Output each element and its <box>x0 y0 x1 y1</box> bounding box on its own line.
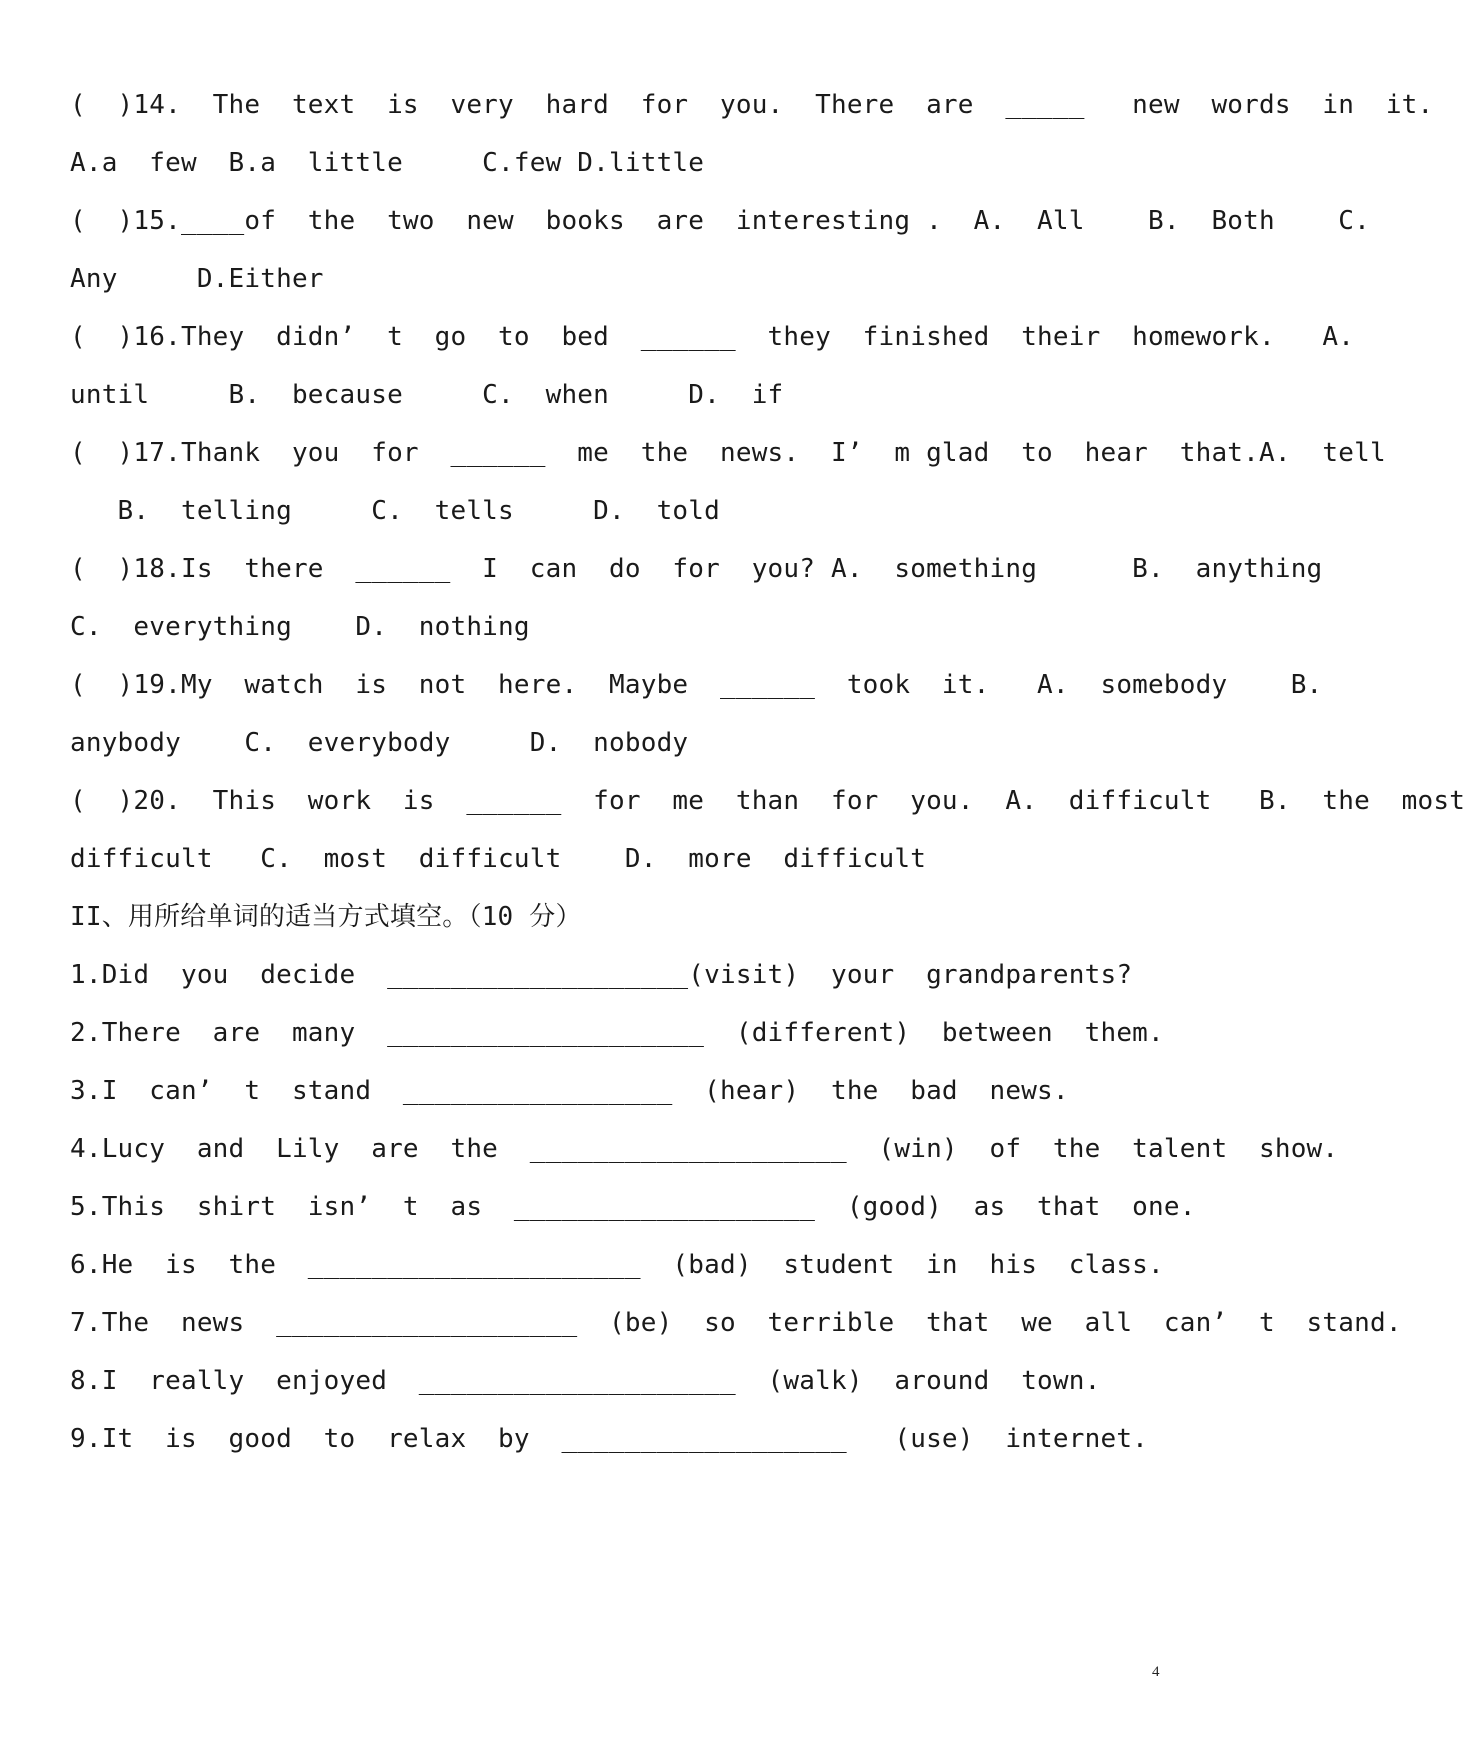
question-18-options: C. everything D. nothing <box>70 612 530 642</box>
question-17: ( )17.Thank you for ______ me the news. I’ m glad to hear that.A. tell <box>70 438 1386 468</box>
fill-blank-9: 9.It is good to relax by __________________ (use) internet. <box>70 1424 1149 1454</box>
fill-blank-8: 8.I really enjoyed ____________________ (walk) around town. <box>70 1366 1101 1396</box>
question-17-options: B. telling C. tells D. told <box>70 496 720 526</box>
question-14-options: A.a few B.a little C.few D.little <box>70 148 705 178</box>
fill-blank-2: 2.There are many ____________________ (different) between them. <box>70 1018 1164 1048</box>
question-19-options: anybody C. everybody D. nobody <box>70 728 689 758</box>
question-15-options: Any D.Either <box>70 264 324 294</box>
question-16: ( )16.They didn’ t go to bed ______ they finished their homework. A. <box>70 322 1355 352</box>
section-heading: II、用所给单词的适当方式填空。（10 分） <box>70 902 582 932</box>
question-20: ( )20. This work is ______ for me than for you. A. difficult B. the most <box>70 786 1465 816</box>
fill-blank-4: 4.Lucy and Lily are the ____________________ (win) of the talent show. <box>70 1134 1339 1164</box>
question-19: ( )19.My watch is not here. Maybe ______ took it. A. somebody B. <box>70 670 1323 700</box>
fill-blank-5: 5.This shirt isn’ t as ___________________ (good) as that one. <box>70 1192 1196 1222</box>
fill-blank-3: 3.I can’ t stand _________________ (hear) the bad news. <box>70 1076 1069 1106</box>
fill-blank-7: 7.The news ___________________ (be) so terrible that we all can’ t stand. <box>70 1308 1402 1338</box>
question-18: ( )18.Is there ______ I can do for you? A. something B. anything <box>70 554 1323 584</box>
question-14: ( )14. The text is very hard for you. There are _____ new words in it. <box>70 90 1434 120</box>
fill-blank-1: 1.Did you decide ___________________(visit) your grandparents? <box>70 960 1133 990</box>
question-16-options: until B. because C. when D. if <box>70 380 784 410</box>
fill-blank-6: 6.He is the _____________________ (bad) student in his class. <box>70 1250 1164 1280</box>
page-number: 4 <box>1152 1664 1160 1680</box>
question-20-options: difficult C. most difficult D. more difficult <box>70 844 927 874</box>
question-15: ( )15.____of the two new books are interesting . A. All B. Both C. <box>70 206 1370 236</box>
